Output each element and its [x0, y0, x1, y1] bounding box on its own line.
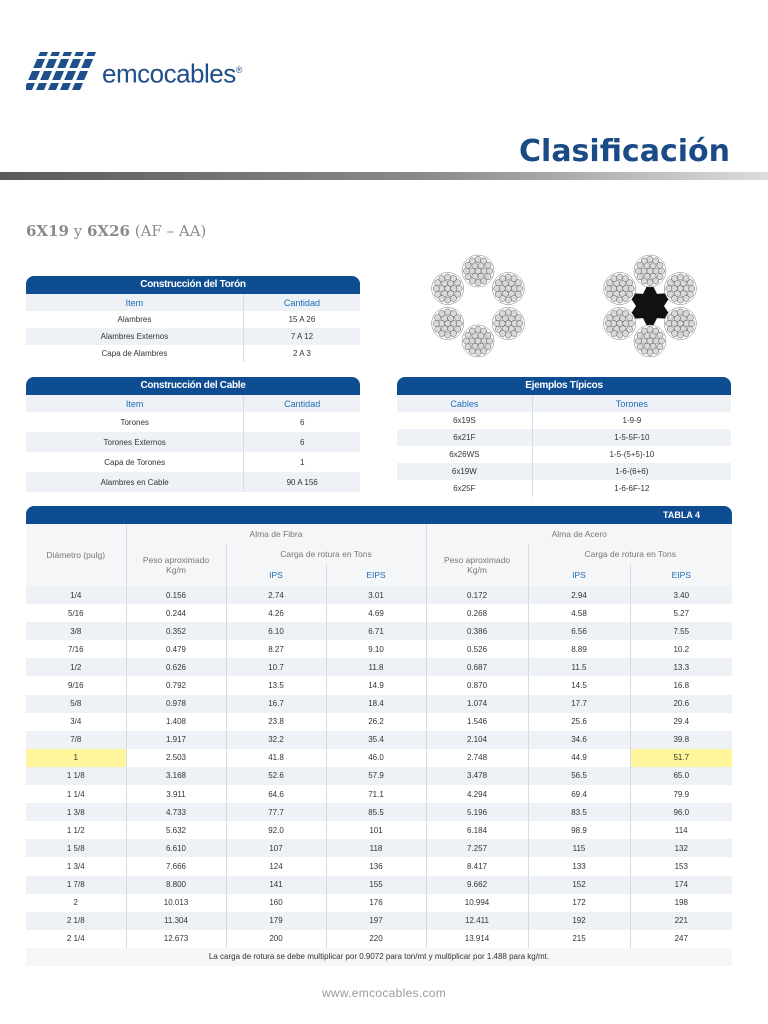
table-row [26, 676, 732, 694]
table-cell: 10.013 [126, 894, 226, 912]
table-cell: 16.8 [630, 676, 732, 694]
table-cell: 56.5 [528, 767, 630, 785]
table-cell: 11.304 [126, 912, 226, 930]
cell: 6 [244, 432, 360, 452]
table-cell: 174 [630, 876, 732, 894]
fiber-core-rope-diagram [424, 252, 532, 360]
examples-title: Ejemplos Típicos [397, 377, 731, 395]
weight-header: Peso aproximado Kg/m [426, 544, 528, 586]
logo-stripes-icon [26, 46, 98, 94]
table-cell: 8.89 [528, 640, 630, 658]
table-cell: 1 3/8 [26, 803, 126, 821]
cell: 1 [244, 452, 360, 472]
cell: 1-5-(5+5)-10 [532, 446, 731, 463]
table-cell: 3.01 [326, 586, 426, 604]
cell: 6x25F [397, 480, 532, 497]
table-cell: 3.40 [630, 586, 732, 604]
table-cell: 17.7 [528, 695, 630, 713]
table-row [26, 658, 732, 676]
table-cell: 197 [326, 912, 426, 930]
header-divider [0, 172, 768, 180]
table-cell: 0.268 [426, 604, 528, 622]
fiber-core-header: Alma de Fibra [126, 524, 426, 544]
table-cell: 2.503 [126, 749, 226, 767]
table-cell: 0.479 [126, 640, 226, 658]
table-cell: 192 [528, 912, 630, 930]
table-cell: 1 3/4 [26, 857, 126, 875]
table-cell: 10.2 [630, 640, 732, 658]
table-cell: 0.870 [426, 676, 528, 694]
table-cell: 11.8 [326, 658, 426, 676]
cable-construction-table [26, 377, 360, 492]
diameter-header: Diámetro (pulg) [26, 524, 126, 586]
cell: 1-6-(6+6) [532, 463, 731, 480]
table-cell: 83.5 [528, 803, 630, 821]
table-cell: 39.8 [630, 731, 732, 749]
table-cell: 5.632 [126, 821, 226, 839]
table-row [26, 622, 732, 640]
cell: 90 A 156 [244, 472, 360, 492]
brand-name: emcocables® [102, 58, 242, 89]
table-cell: 65.0 [630, 767, 732, 785]
table-cell: 141 [226, 876, 326, 894]
table-cell: 1.408 [126, 713, 226, 731]
table-cell: 0.156 [126, 586, 226, 604]
table-cell: 16.7 [226, 695, 326, 713]
table-cell: 0.172 [426, 586, 528, 604]
table-cell: 11.5 [528, 658, 630, 676]
eips-header: EIPS [630, 564, 732, 586]
table-cell: 8.800 [126, 876, 226, 894]
website-footer: www.emcocables.com [321, 986, 447, 1000]
table-cell: 172 [528, 894, 630, 912]
cell: 1-5-5F-10 [532, 429, 731, 446]
table-row [26, 640, 732, 658]
table-cell: 34.6 [528, 731, 630, 749]
col-header: Item [26, 294, 243, 311]
emcocables-logo [26, 46, 286, 94]
col-header: Cantidad [243, 294, 360, 311]
table-cell: 52.6 [226, 767, 326, 785]
table-row [26, 749, 732, 767]
cell: 6x21F [397, 429, 532, 446]
table-cell: 6.10 [226, 622, 326, 640]
table-cell: 0.792 [126, 676, 226, 694]
table-cell: 7.666 [126, 857, 226, 875]
cell: 1-9-9 [532, 412, 731, 429]
toron-construction-table [26, 276, 360, 362]
table-cell: 3.911 [126, 785, 226, 803]
table-row [26, 912, 732, 930]
table-cell: 1 [26, 749, 126, 767]
table-cell: 118 [326, 839, 426, 857]
page-title: Clasificación [519, 134, 730, 169]
table-cell: 7.257 [426, 839, 528, 857]
table-row [26, 857, 732, 875]
table-cell: 2.104 [426, 731, 528, 749]
table-cell: 3/8 [26, 622, 126, 640]
steel-core-rope-diagram [596, 252, 704, 360]
table-cell: 133 [528, 857, 630, 875]
table-cell: 57.9 [326, 767, 426, 785]
table-cell: 200 [226, 930, 326, 948]
cell: 6x26WS [397, 446, 532, 463]
table-cell: 7/16 [26, 640, 126, 658]
table-cell: 124 [226, 857, 326, 875]
table-cell: 51.7 [630, 749, 732, 767]
table-cell: 1/4 [26, 586, 126, 604]
table-cell: 1 1/2 [26, 821, 126, 839]
table-cell: 13.3 [630, 658, 732, 676]
eips-header: EIPS [326, 564, 426, 586]
table-cell: 2 [26, 894, 126, 912]
cell: Torones [26, 412, 244, 432]
table-cell: 0.526 [426, 640, 528, 658]
table-cell: 1.074 [426, 695, 528, 713]
table-row [26, 731, 732, 749]
table-cell: 179 [226, 912, 326, 930]
table-cell: 85.5 [326, 803, 426, 821]
table-row [26, 839, 732, 857]
table-cell: 8.27 [226, 640, 326, 658]
table-row [26, 930, 732, 948]
col-header: Item [26, 395, 244, 412]
table-cell: 10.7 [226, 658, 326, 676]
table-cell: 3.168 [126, 767, 226, 785]
toron-title: Construcción del Torón [26, 276, 360, 294]
table-cell: 5/8 [26, 695, 126, 713]
table-row [26, 803, 732, 821]
table-row [26, 876, 732, 894]
table-cell: 160 [226, 894, 326, 912]
table-cell: 29.4 [630, 713, 732, 731]
breaking-load-header: Carga de rotura en Tons [226, 544, 426, 564]
table-cell: 92.0 [226, 821, 326, 839]
table-row [26, 767, 732, 785]
breaking-load-header: Carga de rotura en Tons [528, 544, 732, 564]
table-cell: 7.55 [630, 622, 732, 640]
table-cell: 2.94 [528, 586, 630, 604]
table-cell: 1/2 [26, 658, 126, 676]
table-row [26, 604, 732, 622]
table-row [26, 713, 732, 731]
table-cell: 2.748 [426, 749, 528, 767]
cell: Alambres [26, 311, 243, 328]
cell: 15 A 26 [243, 311, 360, 328]
ips-header: IPS [226, 564, 326, 586]
table-cell: 20.6 [630, 695, 732, 713]
table-cell: 1 1/4 [26, 785, 126, 803]
table-row [26, 586, 732, 604]
cell: 7 A 12 [243, 328, 360, 345]
table-cell: 4.69 [326, 604, 426, 622]
ips-header: IPS [528, 564, 630, 586]
steel-core-header: Alma de Acero [426, 524, 732, 544]
table-cell: 14.9 [326, 676, 426, 694]
table-cell: 18.4 [326, 695, 426, 713]
cell: Alambres en Cable [26, 472, 244, 492]
cell: Torones Externos [26, 432, 244, 452]
table-cell: 221 [630, 912, 732, 930]
table-cell: 198 [630, 894, 732, 912]
table-cell: 3.478 [426, 767, 528, 785]
table-cell: 132 [630, 839, 732, 857]
table-row [26, 821, 732, 839]
table-cell: 69.4 [528, 785, 630, 803]
table-cell: 4.58 [528, 604, 630, 622]
table-cell: 153 [630, 857, 732, 875]
table-cell: 7/8 [26, 731, 126, 749]
table-cell: 1 5/8 [26, 839, 126, 857]
table-cell: 114 [630, 821, 732, 839]
table-cell: 1 1/8 [26, 767, 126, 785]
table-cell: 0.978 [126, 695, 226, 713]
table-cell: 0.386 [426, 622, 528, 640]
table-cell: 5.196 [426, 803, 528, 821]
table-cell: 6.56 [528, 622, 630, 640]
table-cell: 14.5 [528, 676, 630, 694]
col-header: Cantidad [244, 395, 360, 412]
table-cell: 8.417 [426, 857, 528, 875]
table-cell: 176 [326, 894, 426, 912]
table-cell: 9.662 [426, 876, 528, 894]
table-cell: 4.733 [126, 803, 226, 821]
table-cell: 5/16 [26, 604, 126, 622]
cell: 6x19W [397, 463, 532, 480]
tabla-title: TABLA 4 [26, 506, 732, 524]
table-cell: 64.6 [226, 785, 326, 803]
cell: 6 [244, 412, 360, 432]
table-cell: 101 [326, 821, 426, 839]
table-cell: 77.7 [226, 803, 326, 821]
table-cell: 0.352 [126, 622, 226, 640]
table-cell: 13.5 [226, 676, 326, 694]
table-cell: 41.8 [226, 749, 326, 767]
table-cell: 1 7/8 [26, 876, 126, 894]
table-cell: 12.673 [126, 930, 226, 948]
table-cell: 136 [326, 857, 426, 875]
table-row [26, 695, 732, 713]
table-cell: 3/4 [26, 713, 126, 731]
table-cell: 6.71 [326, 622, 426, 640]
table-cell: 96.0 [630, 803, 732, 821]
table-cell: 10.994 [426, 894, 528, 912]
table-cell: 1.917 [126, 731, 226, 749]
table-cell: 0.244 [126, 604, 226, 622]
table-cell: 5.27 [630, 604, 732, 622]
table-cell: 46.0 [326, 749, 426, 767]
col-header: Torones [532, 395, 731, 412]
table-cell: 35.4 [326, 731, 426, 749]
table-cell: 6.184 [426, 821, 528, 839]
table-cell: 13.914 [426, 930, 528, 948]
table-cell: 4.26 [226, 604, 326, 622]
table-cell: 32.2 [226, 731, 326, 749]
typical-examples-table [397, 377, 731, 497]
cable-title: Construcción del Cable [26, 377, 360, 395]
table-cell: 71.1 [326, 785, 426, 803]
table-cell: 2 1/8 [26, 912, 126, 930]
table-cell: 220 [326, 930, 426, 948]
table-row [26, 785, 732, 803]
table-cell: 2.74 [226, 586, 326, 604]
table-cell: 98.9 [528, 821, 630, 839]
table-cell: 107 [226, 839, 326, 857]
section-subtitle: 6X19 y 6X26 (AF – AA) [26, 222, 207, 240]
table-cell: 0.687 [426, 658, 528, 676]
table-cell: 9/16 [26, 676, 126, 694]
table-cell: 79.9 [630, 785, 732, 803]
cell: Alambres Externos [26, 328, 243, 345]
cell: 2 A 3 [243, 345, 360, 362]
table-cell: 26.2 [326, 713, 426, 731]
cell: 1-6-6F-12 [532, 480, 731, 497]
table-cell: 247 [630, 930, 732, 948]
table-cell: 44.9 [528, 749, 630, 767]
col-header: Cables [397, 395, 532, 412]
table-cell: 25.6 [528, 713, 630, 731]
table-row [26, 894, 732, 912]
table-cell: 152 [528, 876, 630, 894]
table-cell: 0.626 [126, 658, 226, 676]
cell: Capa de Alambres [26, 345, 243, 362]
weight-header: Peso aproximado Kg/m [126, 544, 226, 586]
table-cell: 23.8 [226, 713, 326, 731]
footnote: La carga de rotura se debe multiplicar por 0.9072 para ton/mt y multiplicar por 1.488 para kg/mt. [26, 948, 732, 966]
table-cell: 9.10 [326, 640, 426, 658]
table-cell: 2 1/4 [26, 930, 126, 948]
table-cell: 1.546 [426, 713, 528, 731]
cell: Capa de Torones [26, 452, 244, 472]
table-cell: 115 [528, 839, 630, 857]
table-cell: 12.411 [426, 912, 528, 930]
cell: 6x19S [397, 412, 532, 429]
tabla-4 [26, 506, 732, 966]
table-cell: 4.294 [426, 785, 528, 803]
table-cell: 155 [326, 876, 426, 894]
table-cell: 6.610 [126, 839, 226, 857]
table-cell: 215 [528, 930, 630, 948]
